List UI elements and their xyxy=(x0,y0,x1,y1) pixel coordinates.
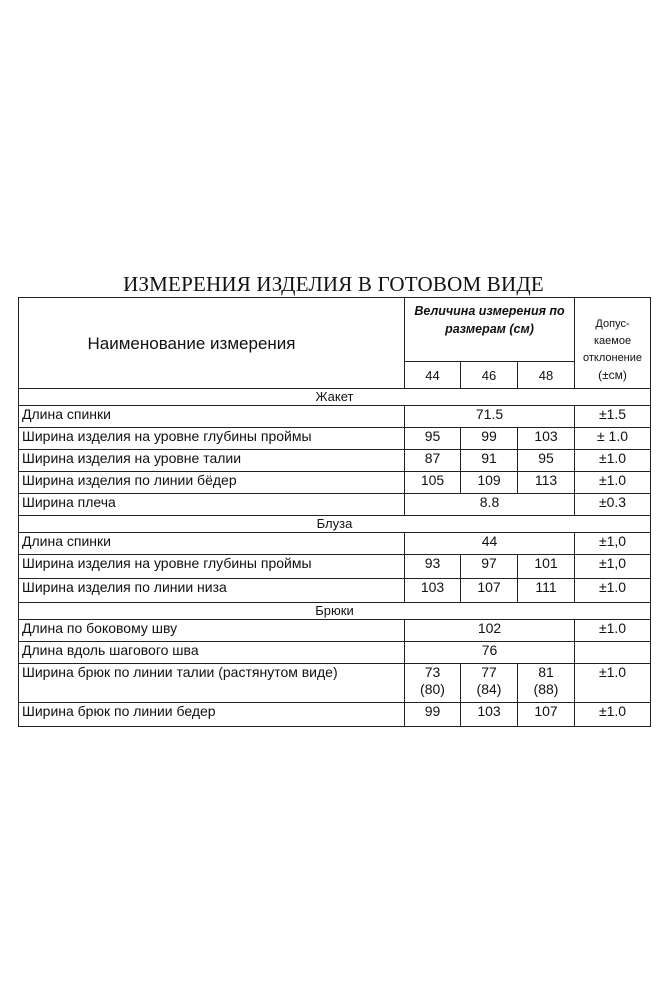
row-value-46: 99 xyxy=(461,428,518,450)
row-name: Ширина изделия на уровне талии xyxy=(19,450,405,472)
row-value-44: 99 xyxy=(405,703,461,727)
row-value-48 xyxy=(518,664,575,703)
row-value-46: 103 xyxy=(461,703,518,727)
row-tolerance: ±1,0 xyxy=(575,555,651,579)
row-name: Длина по боковому шву xyxy=(19,620,405,642)
header-name-column: Наименование измерения xyxy=(19,298,405,389)
row-name: Ширина изделия по линии бёдер xyxy=(19,472,405,494)
row-tolerance: ± 1.0 xyxy=(575,428,651,450)
value-stretched: (80) xyxy=(420,681,445,697)
row-name: Ширина брюк по линии талии (растянутом виде) xyxy=(19,664,405,703)
row-value-48: 95 xyxy=(518,450,575,472)
row-name: Ширина плеча xyxy=(19,494,405,516)
row-merged-value: 76 xyxy=(405,642,575,664)
header-tol-line3: отклонение xyxy=(582,352,643,364)
row-value-48: 107 xyxy=(518,703,575,727)
row-tolerance: ±1,0 xyxy=(575,533,651,555)
row-name: Длина спинки xyxy=(19,406,405,428)
section-jacket: Жакет xyxy=(19,389,651,406)
row-value-46: 97 xyxy=(461,555,518,579)
row-tolerance: ±1.0 xyxy=(575,703,651,727)
row-value-48: 113 xyxy=(518,472,575,494)
row-merged-value: 8.8 xyxy=(405,494,575,516)
row-value-44: 87 xyxy=(405,450,461,472)
row-value-44: 105 xyxy=(405,472,461,494)
row-value-46: 91 xyxy=(461,450,518,472)
size-48: 48 xyxy=(518,362,575,389)
row-name: Ширина изделия по линии низа xyxy=(19,579,405,603)
row-tolerance: ±1.0 xyxy=(575,579,651,603)
row-name: Ширина изделия на уровне глубины проймы xyxy=(19,428,405,450)
row-tolerance: ±1.0 xyxy=(575,450,651,472)
measurements-table xyxy=(18,297,651,727)
header-size-column xyxy=(405,298,575,362)
row-name: Длина спинки xyxy=(19,533,405,555)
section-blouse: Блуза xyxy=(19,516,651,533)
row-value-44: 103 xyxy=(405,579,461,603)
row-value-44 xyxy=(405,664,461,703)
header-tol-line1: Допус- xyxy=(595,318,630,330)
row-tolerance: ±0.3 xyxy=(575,494,651,516)
row-value-46: 107 xyxy=(461,579,518,603)
value-stretched: (84) xyxy=(476,681,502,697)
row-name: Ширина изделия на уровне глубины проймы xyxy=(19,555,405,579)
row-tolerance xyxy=(575,642,651,664)
row-merged-value: 102 xyxy=(405,620,575,642)
value-main: 73 xyxy=(424,664,441,680)
row-value-48: 101 xyxy=(518,555,575,579)
row-value-46: 109 xyxy=(461,472,518,494)
row-name: Ширина брюк по линии бедер xyxy=(19,703,405,727)
header-size-line1: Величина измерения по xyxy=(414,304,565,318)
row-value-46 xyxy=(461,664,518,703)
row-tolerance: ±1.0 xyxy=(575,664,651,703)
row-merged-value: 44 xyxy=(405,533,575,555)
size-44: 44 xyxy=(405,362,461,389)
header-size-line2: размерам (см) xyxy=(445,322,534,336)
row-tolerance: ±1.5 xyxy=(575,406,651,428)
header-tol-line2: каемое xyxy=(593,335,632,347)
row-value-48: 103 xyxy=(518,428,575,450)
size-46: 46 xyxy=(461,362,518,389)
row-value-48: 111 xyxy=(518,579,575,603)
row-tolerance: ±1.0 xyxy=(575,472,651,494)
header-tolerance-column xyxy=(575,298,651,389)
row-name: Длина вдоль шагового шва xyxy=(19,642,405,664)
row-merged-value: 71.5 xyxy=(405,406,575,428)
section-trousers: Брюки xyxy=(19,603,651,620)
row-value-44: 93 xyxy=(405,555,461,579)
page-title: ИЗМЕРЕНИЯ ИЗДЕЛИЯ В ГОТОВОМ ВИДЕ xyxy=(123,272,544,296)
row-value-44: 95 xyxy=(405,428,461,450)
value-stretched: (88) xyxy=(533,681,559,697)
row-tolerance: ±1.0 xyxy=(575,620,651,642)
value-main: 77 xyxy=(481,664,497,680)
header-tol-line4: (±см) xyxy=(598,368,627,382)
value-main: 81 xyxy=(538,664,554,680)
